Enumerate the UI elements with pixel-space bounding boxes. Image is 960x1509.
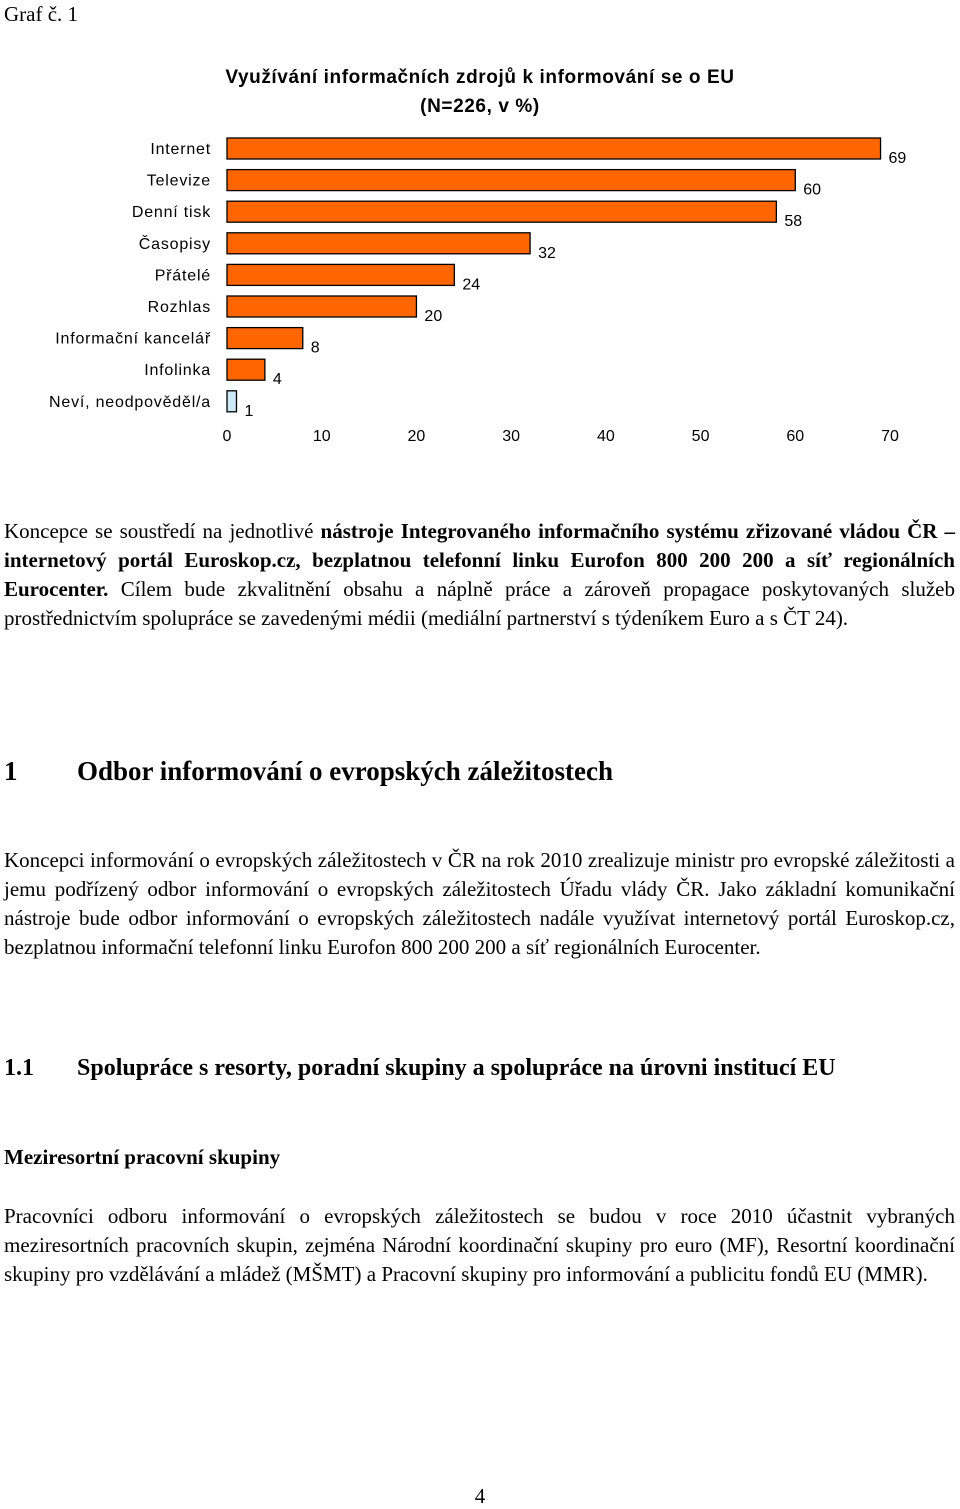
value-label-4: 24 [462, 276, 481, 294]
bar-2 [227, 201, 776, 222]
category-label-6: Informační kancelář [55, 330, 211, 348]
x-tick-label-6: 60 [786, 428, 805, 445]
value-label-1: 60 [803, 181, 822, 199]
bar-0 [227, 138, 881, 159]
subsection-title: Spolupráce s resorty, poradní skupiny a spolupráce na úrovni institucí EU [77, 1055, 836, 1081]
chart-bars [227, 138, 881, 412]
chart-title [0, 63, 960, 121]
x-tick-label-5: 50 [691, 428, 710, 445]
x-tick-label-1: 10 [312, 428, 331, 445]
value-label-0: 69 [888, 150, 907, 167]
x-tick-label-3: 30 [502, 428, 521, 445]
category-label-1: Televize [146, 172, 211, 190]
paragraph-working-groups: Pracovníci odboru informování o evropských záležitostech se budou v roce 2010 účastnit vybraných meziresortních pracovních skupin, zejména Národní koordinační skupiny pro euro (MF), Resortní koordinační skupiny pro vzdělávání a mládež (MŠMT) a Pracovní skupiny pro informování a publicitu fondů EU (MMR). [4, 1204, 955, 1286]
bar-6 [227, 328, 303, 349]
paragraph-concept-bold: nástroje Integrovaného informačního systému zřizované vládou ČR – internetový portál Euroskop.cz, bezplatnou telefonní linku Eurofon 800 200 200 a síť regionálních Eurocenter. [4, 519, 955, 601]
category-label-3: Časopisy [138, 235, 211, 253]
bar-1 [227, 170, 795, 191]
chart-title-line-2: (N=226, v %) [420, 96, 540, 117]
section-number: 1 [4, 756, 18, 786]
category-label-4: Přátelé [154, 267, 211, 285]
category-label-7: Infolinka [144, 362, 211, 380]
bar-5 [227, 296, 416, 317]
value-label-7: 4 [272, 371, 282, 389]
category-label-5: Rozhlas [147, 299, 211, 316]
bar-7 [227, 359, 265, 380]
x-tick-label-0: 0 [222, 428, 232, 445]
figure-label: Graf č. 1 [4, 2, 79, 26]
value-label-8: 1 [244, 402, 254, 420]
value-label-6: 8 [310, 339, 320, 357]
bar-8 [227, 391, 236, 412]
x-tick-label-7: 70 [881, 428, 899, 445]
paragraph-concept [4, 517, 955, 633]
bar-3 [227, 233, 530, 254]
paragraph-concept-text-1: Koncepce se soustředí na jednotlivé [4, 519, 321, 543]
chart-title-line-1: Využívání informačních zdrojů k informování se o EU [225, 67, 735, 88]
x-tick-labels [223, 428, 899, 445]
value-label-3: 32 [538, 244, 556, 262]
page-number: 4 [474, 1484, 486, 1508]
x-tick-label-4: 40 [596, 428, 615, 445]
paragraph-concept-text-2: Cílem bude zkvalitnění obsahu a náplně práce a zároveň propagace poskytovaných služeb prostřednictvím spolupráce se zavedenými médii (mediální partnerství s týdeníkem Euro a s ČT 24). [4, 577, 955, 630]
value-label-5: 20 [424, 308, 443, 325]
subheading-working-groups: Meziresortní pracovní skupiny [4, 1145, 281, 1169]
value-label-2: 58 [784, 213, 803, 231]
section-heading-1 [4, 756, 613, 787]
category-label-0: Internet [150, 141, 211, 158]
category-label-2: Denní tisk [131, 204, 211, 222]
category-label-8: Neví, neodpověděl/a [49, 393, 211, 411]
category-labels [49, 141, 211, 411]
section-heading-1-1 [4, 1055, 836, 1082]
paragraph-odbor: Koncepci informování o evropských záležitostech v ČR na rok 2010 zrealizuje ministr pro evropské záležitosti a jemu podřízený odbor informování o evropských záležitostech Úřadu vlády ČR. Jako základní komunikační nástroje bude odbor informování o evropských záležitostech nadále využívat internetový portál Euroskop.cz, bezplatnou informační telefonní linku Eurofon 800 200 200 a síť regionálních Eurocenter. [4, 848, 955, 959]
bar-chart [0, 130, 960, 460]
subsection-number: 1.1 [4, 1055, 34, 1081]
section-title: Odbor informování o evropských záležitostech [77, 756, 613, 786]
x-tick-label-2: 20 [407, 428, 426, 445]
bar-4 [227, 264, 454, 285]
